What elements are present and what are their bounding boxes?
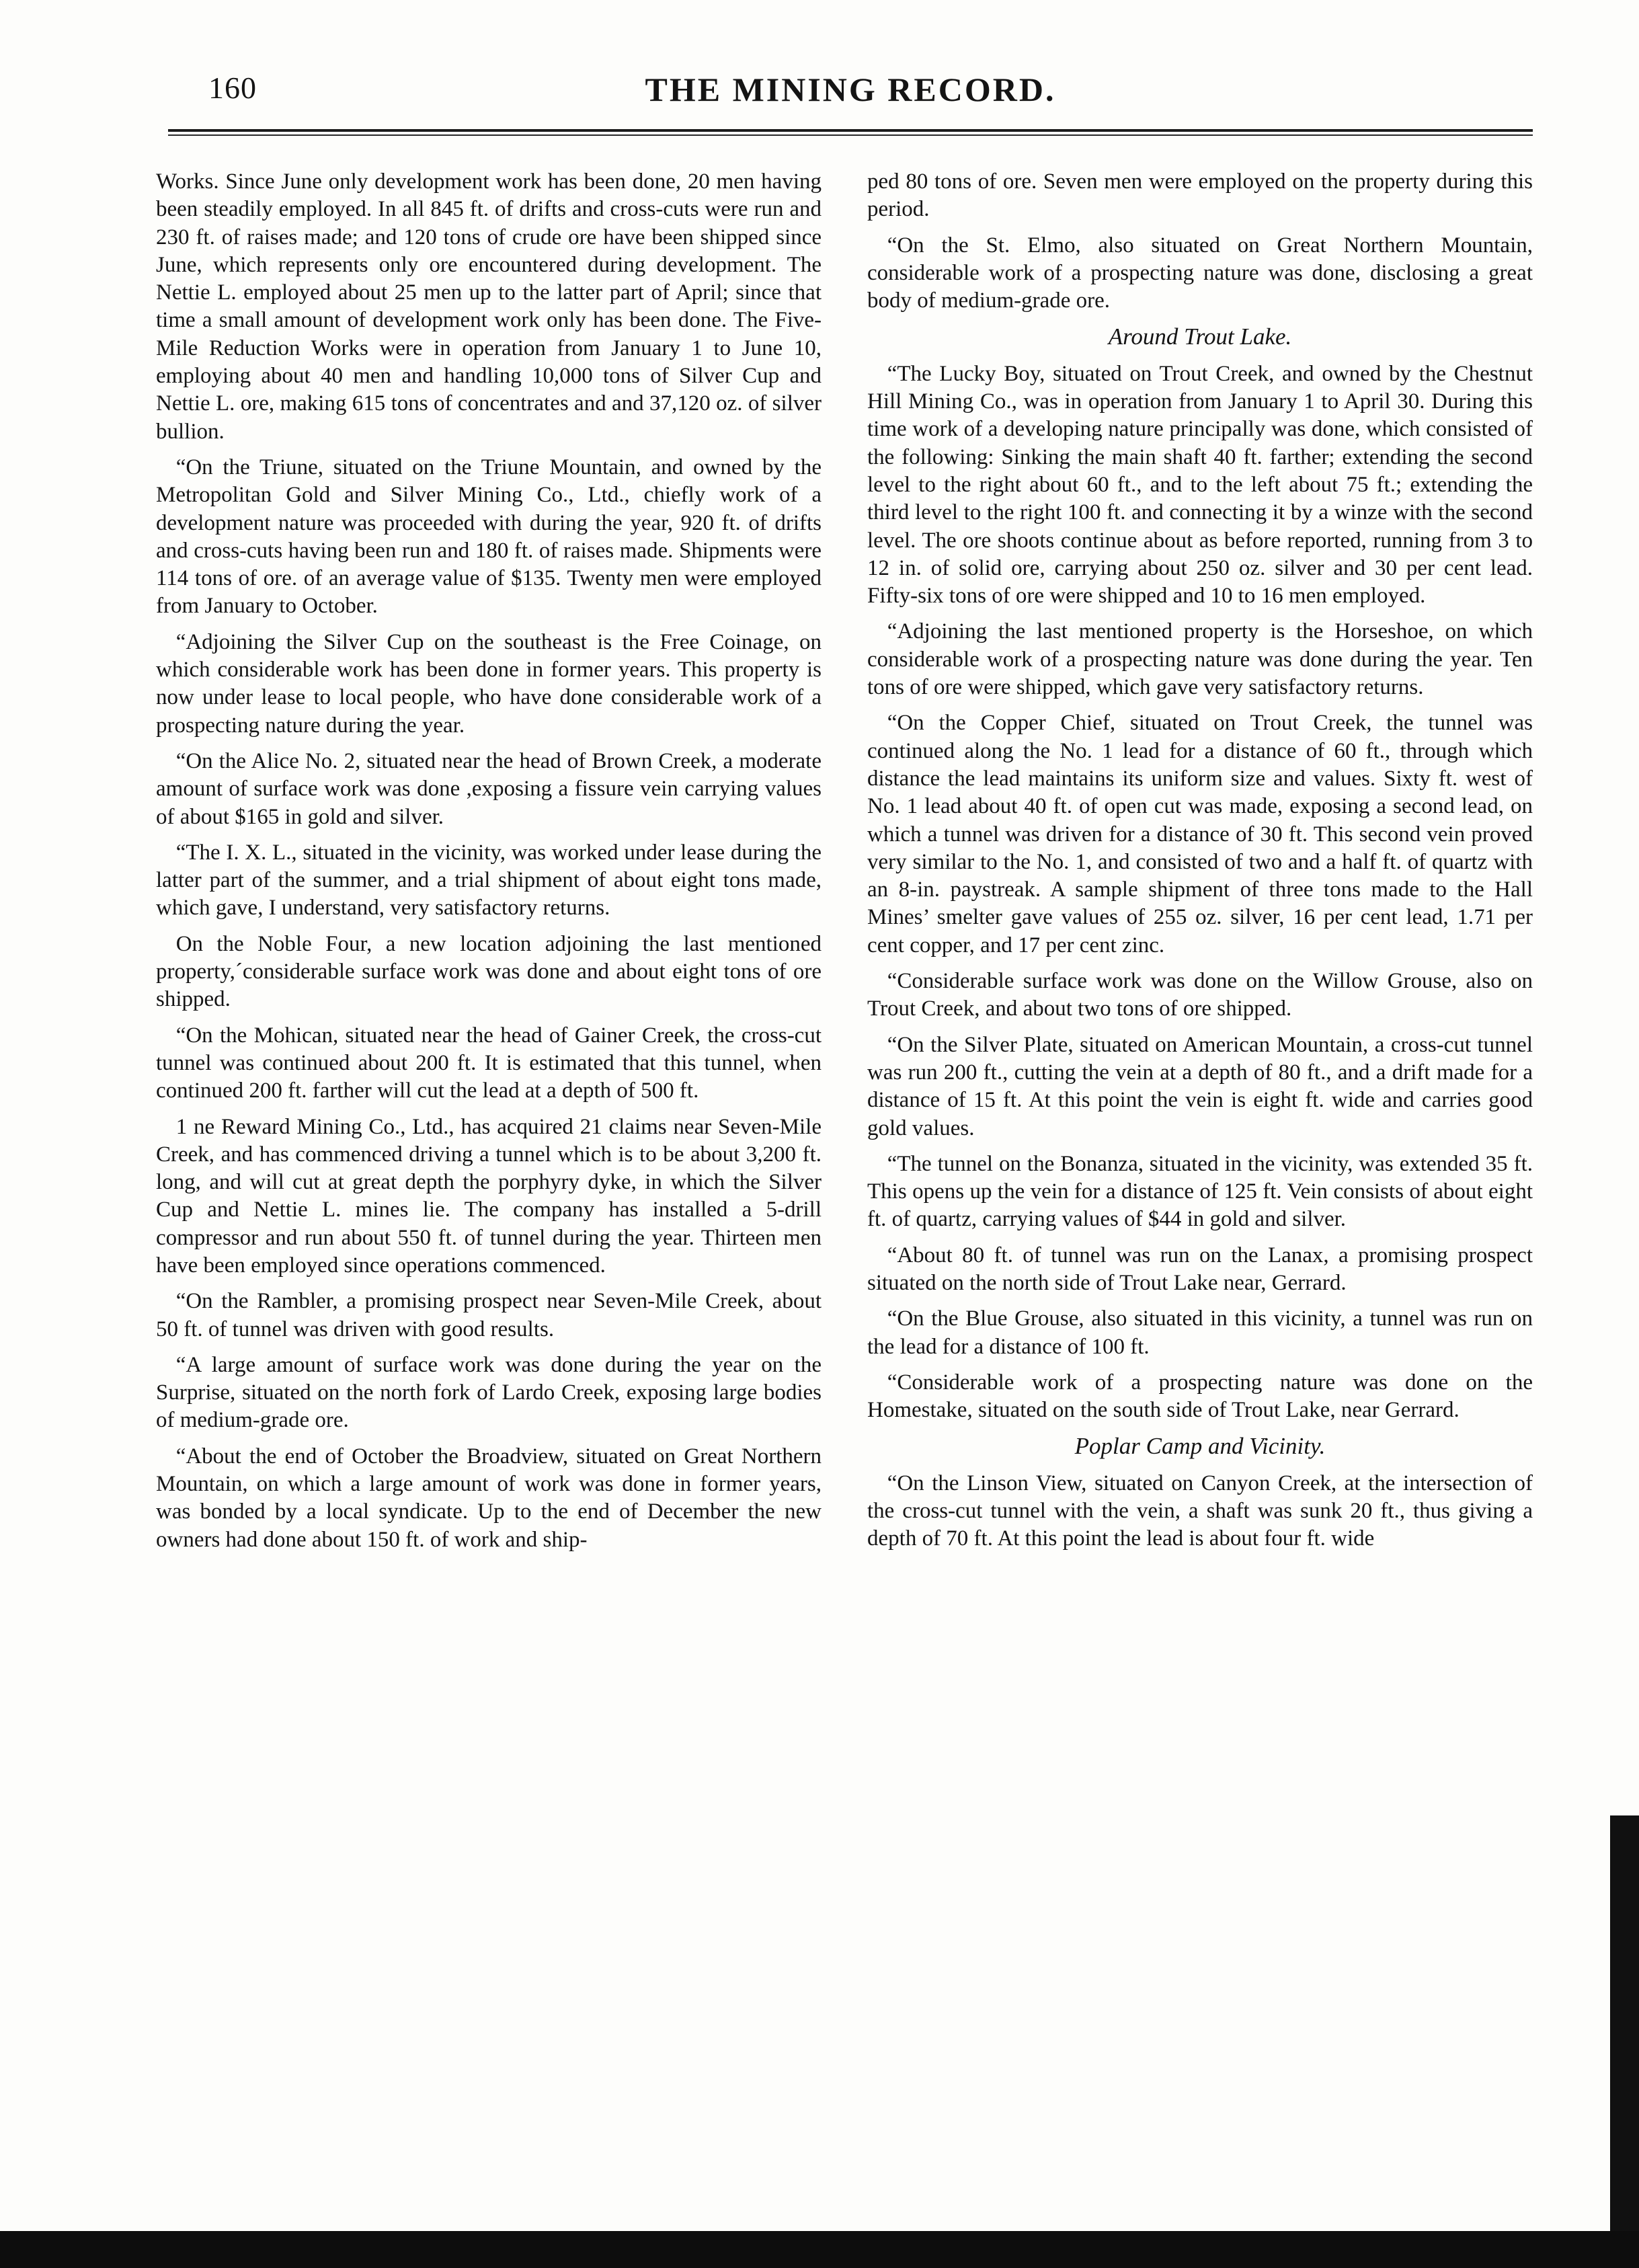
paragraph: “A large amount of surface work was done during the year on the Surprise, situated on the north fork of Lardo Creek, exposing large bodies of medium-grade ore. — [156, 1352, 822, 1433]
paragraph: ped 80 tons of ore. Seven men were employed on the property during this period. — [867, 169, 1533, 222]
paragraph: 1 ne Reward Mining Co., Ltd., has acquired 21 claims near Seven-Mile Creek, and has commenced driving a tunnel which is to be about 3,200 ft. long, and will cut at great depth the porphyry dyke, in which the Silver Cup and Nettie L. mines lie. The company has installed a 5-drill compressor and run about 550 ft. of tunnel during the year. Thirteen men have been employed since operations commenced. — [156, 1114, 822, 1278]
header-rule — [168, 129, 1533, 132]
right-column — [867, 168, 1533, 1561]
paragraph: “On the Alice No. 2, situated near the head of Brown Creek, a moderate amount of surface work was done ,exposing a fissure vein carrying values of about $165 in gold and silver. — [156, 748, 822, 829]
paragraph: “On the Blue Grouse, also situated in this vicinity, a tunnel was run on the lead for a distance of 100 ft. — [867, 1306, 1533, 1359]
section-heading: Around Trout Lake. — [1108, 323, 1292, 350]
paragraph: “On the St. Elmo, also situated on Great Northern Mountain, considerable work of a prospecting nature was done, disclosing a great body of medium-grade ore. — [867, 233, 1533, 313]
paragraph: “On the Linson View, situated on Canyon Creek, at the intersection of the cross-cut tunnel with the vein, a shaft was sunk 20 ft., thus giving a depth of 70 ft. At this point the lead is about four ft. wide — [867, 1471, 1533, 1551]
paragraph: “Considerable surface work was done on the Willow Grouse, also on Trout Creek, and about two tons of ore shipped. — [867, 969, 1533, 1021]
section-heading: Poplar Camp and Vicinity. — [1074, 1433, 1326, 1460]
left-column — [156, 168, 822, 1562]
paragraph: “The Lucky Boy, situated on Trout Creek, and owned by the Chestnut Hill Mining Co., was in operation from January 1 to April 30. During this time work of a developing nature principally was done, which consisted of the following: Sinking the main shaft 40 ft. farther; extending the second level to the right about 60 ft., and to the left about 75 ft.; extending the third level to the right 100 ft. and connecting it by a winze with the second level. The ore shoots continue about as before reported, running from 3 to 12 in. of solid ore, carrying about 250 oz. silver and 30 per cent lead. Fifty-six tons of ore were shipped and 10 to 16 men employed. — [867, 361, 1533, 609]
paragraph: “The I. X. L., situated in the vicinity, was worked under lease during the latter part of the summer, and a trial shipment of about eight tons made, which gave, I understand, very satisfactory returns. — [156, 840, 822, 921]
paragraph: “On the Copper Chief, situated on Trout Creek, the tunnel was continued along the No. 1 lead for a distance of 60 ft., through which distance the lead maintains its uniform size and values. Sixty ft. west of No. 1 lead about 40 ft. of open cut was made, exposing a second lead, on which a tunnel was driven for a distance of 30 ft. This second vein proved very similar to the No. 1, and consisted of two and a half ft. of quartz with an 8-in. paystreak. A sample shipment of three tons made to the Hall Mines’ smelter gave values of 255 oz. silver, 16 per cent lead, 1.71 per cent copper, and 17 per cent zinc. — [867, 711, 1533, 957]
paragraph: “On the Triune, situated on the Triune Mountain, and owned by the Metropolitan Gold and Silver Mining Co., Ltd., chiefly work of a development nature was proceeded with during the year, 920 ft. of drifts and cross-cuts having been run and 180 ft. of raises made. Shipments were 114 tons of ore. of an average value of $135. Twenty men were employed from January to October. — [156, 455, 822, 619]
paragraph: “Considerable work of a prospecting nature was done on the Homestake, situated on the south side of Trout Lake, near Gerrard. — [867, 1370, 1533, 1423]
journal-title: THE MINING RECORD. — [645, 71, 1056, 108]
scan-edge-shadow — [1610, 1815, 1639, 2232]
paragraph: “On the Mohican, situated near the head of Gainer Creek, the cross-cut tunnel was continued about 200 ft. It is estimated that this tunnel, when continued 200 ft. farther will cut the lead at a depth of 500 ft. — [156, 1023, 822, 1103]
paragraph: “Adjoining the last mentioned property is the Horseshoe, on which considerable work of a prospecting nature was done during the year. Ten tons of ore were shipped, which gave very satisfactory returns. — [867, 619, 1533, 700]
page-number: 160 — [208, 71, 257, 105]
scan-bottom-shadow — [0, 2231, 1639, 2268]
paragraph: Works. Since June only development work has been done, 20 men having been steadily employed. In all 845 ft. of drifts and cross-cuts were run and 230 ft. of raises made; and 120 tons of crude ore have been shipped since June, which represents only ore encountered during development. The Nettie L. employed about 25 men up to the latter part of April; since that time a small amount of development work only has been done. The Five-Mile Reduction Works were in operation from January 1 to June 10, employing about 40 men and handling 10,000 tons of Silver Cup and Nettie L. ore, making 615 tons of concentrates and and 37,120 oz. of silver bullion. — [156, 169, 822, 444]
paragraph: “About the end of October the Broadview, situated on Great Northern Mountain, on which a large amount of work was done in former years, was bonded by a local syndicate. Up to the end of December the new owners had done about 150 ft. of work and ship- — [156, 1444, 822, 1552]
paragraph: “On the Silver Plate, situated on American Mountain, a cross-cut tunnel was run 200 ft., cutting the vein at a depth of 80 ft., and a drift made for a distance of 15 ft. At this point the vein is eight ft. wide and carries good gold values. — [867, 1032, 1533, 1140]
paragraph: “The tunnel on the Bonanza, situated in the vicinity, was extended 35 ft. This opens up the vein for a distance of 125 ft. Vein consists of about eight ft. of quartz, carrying values of $44 in gold and silver. — [867, 1151, 1533, 1232]
paragraph: “Adjoining the Silver Cup on the southeast is the Free Coinage, on which considerable work has been done in former years. This property is now under lease to local people, who have done considerable work of a prospecting nature during the year. — [156, 629, 822, 738]
header-rule-thin — [168, 134, 1533, 136]
paragraph: “About 80 ft. of tunnel was run on the Lanax, a promising prospect situated on the north side of Trout Lake near, Gerrard. — [867, 1243, 1533, 1295]
paragraph: On the Noble Four, a new location adjoining the last mentioned property,´considerable surface work was done and about eight tons of ore shipped. — [156, 931, 822, 1012]
paragraph: “On the Rambler, a promising prospect near Seven-Mile Creek, about 50 ft. of tunnel was driven with good results. — [156, 1289, 822, 1341]
page-header — [168, 70, 1533, 117]
